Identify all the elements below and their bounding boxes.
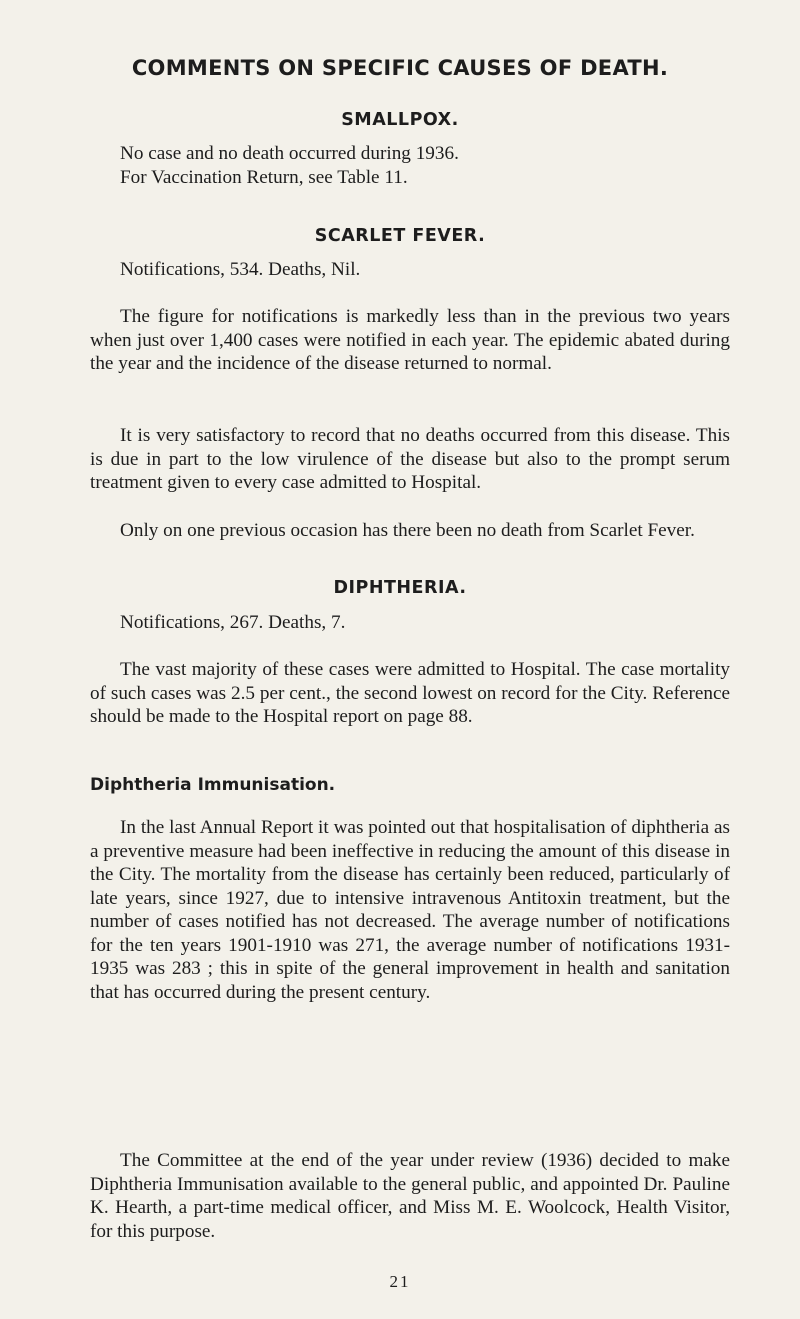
diphtheria-paragraph-1: The vast majority of these cases were admitted to Hospital. The case mortality of such cases was 2.5 per cent., the second lowest on record for the City. Reference should be made to the Hospital report on page 88. (90, 659, 730, 727)
scarlet-fever-heading: SCARLET FEVER. (314, 226, 486, 246)
scarlet-fever-paragraph-2: It is very satisfactory to record that no deaths occurred from this disease. This is due in part to the low virulence of the disease but also to the prompt serum treatment given to every case admitted to Hospital. (90, 425, 730, 493)
immunisation-paragraph-1: In the last Annual Report it was pointed out that hospitalisation of diphtheria as a preventive measure had been ineffective in reducing the amount of this disease in the City. The mortality from the disease has certainly been reduced, particularly of late years, since 1927, due to intensive intravenous Antitoxin treatment, but the number of cases notified has not decreased. The average number of notifications for the ten years 1901-1910 was 271, the average number of notifications 1931-1935 was 283 ; this in spite of the general improvement in health and sanitation that has occurred during the present century. (90, 817, 730, 1003)
diphtheria-summary: Notifications, 267. Deaths, 7. (120, 612, 346, 633)
immunisation-paragraph-2: The Committee at the end of the year under review (1936) decided to make Diphtheria Immunisation available to the general public, and appointed Dr. Pauline K. Hearth, a part-time medical officer, and Miss M. E. Woolcock, Health Visitor, for this purpose. (90, 1150, 730, 1242)
smallpox-line-2: For Vaccination Return, see Table 11. (120, 167, 408, 188)
page-title: COMMENTS ON SPECIFIC CAUSES OF DEATH. (131, 56, 669, 80)
page-number: 21 (389, 1272, 411, 1291)
scarlet-fever-paragraph-1: The figure for notifications is markedly less than in the previous two years when just over 1,400 cases were notified in each year. The epidemic abated during the year and the incidence of the disease returned to normal. (90, 306, 730, 374)
diphtheria-heading: DIPHTHERIA. (333, 578, 467, 598)
smallpox-heading: SMALLPOX. (341, 110, 459, 130)
scarlet-fever-paragraph-3: Only on one previous occasion has there been no death from Scarlet Fever. (120, 520, 695, 541)
immunisation-heading: Diphtheria Immunisation. (90, 775, 336, 795)
scarlet-fever-summary: Notifications, 534. Deaths, Nil. (120, 259, 361, 280)
smallpox-line-1: No case and no death occurred during 1936. (120, 143, 459, 164)
